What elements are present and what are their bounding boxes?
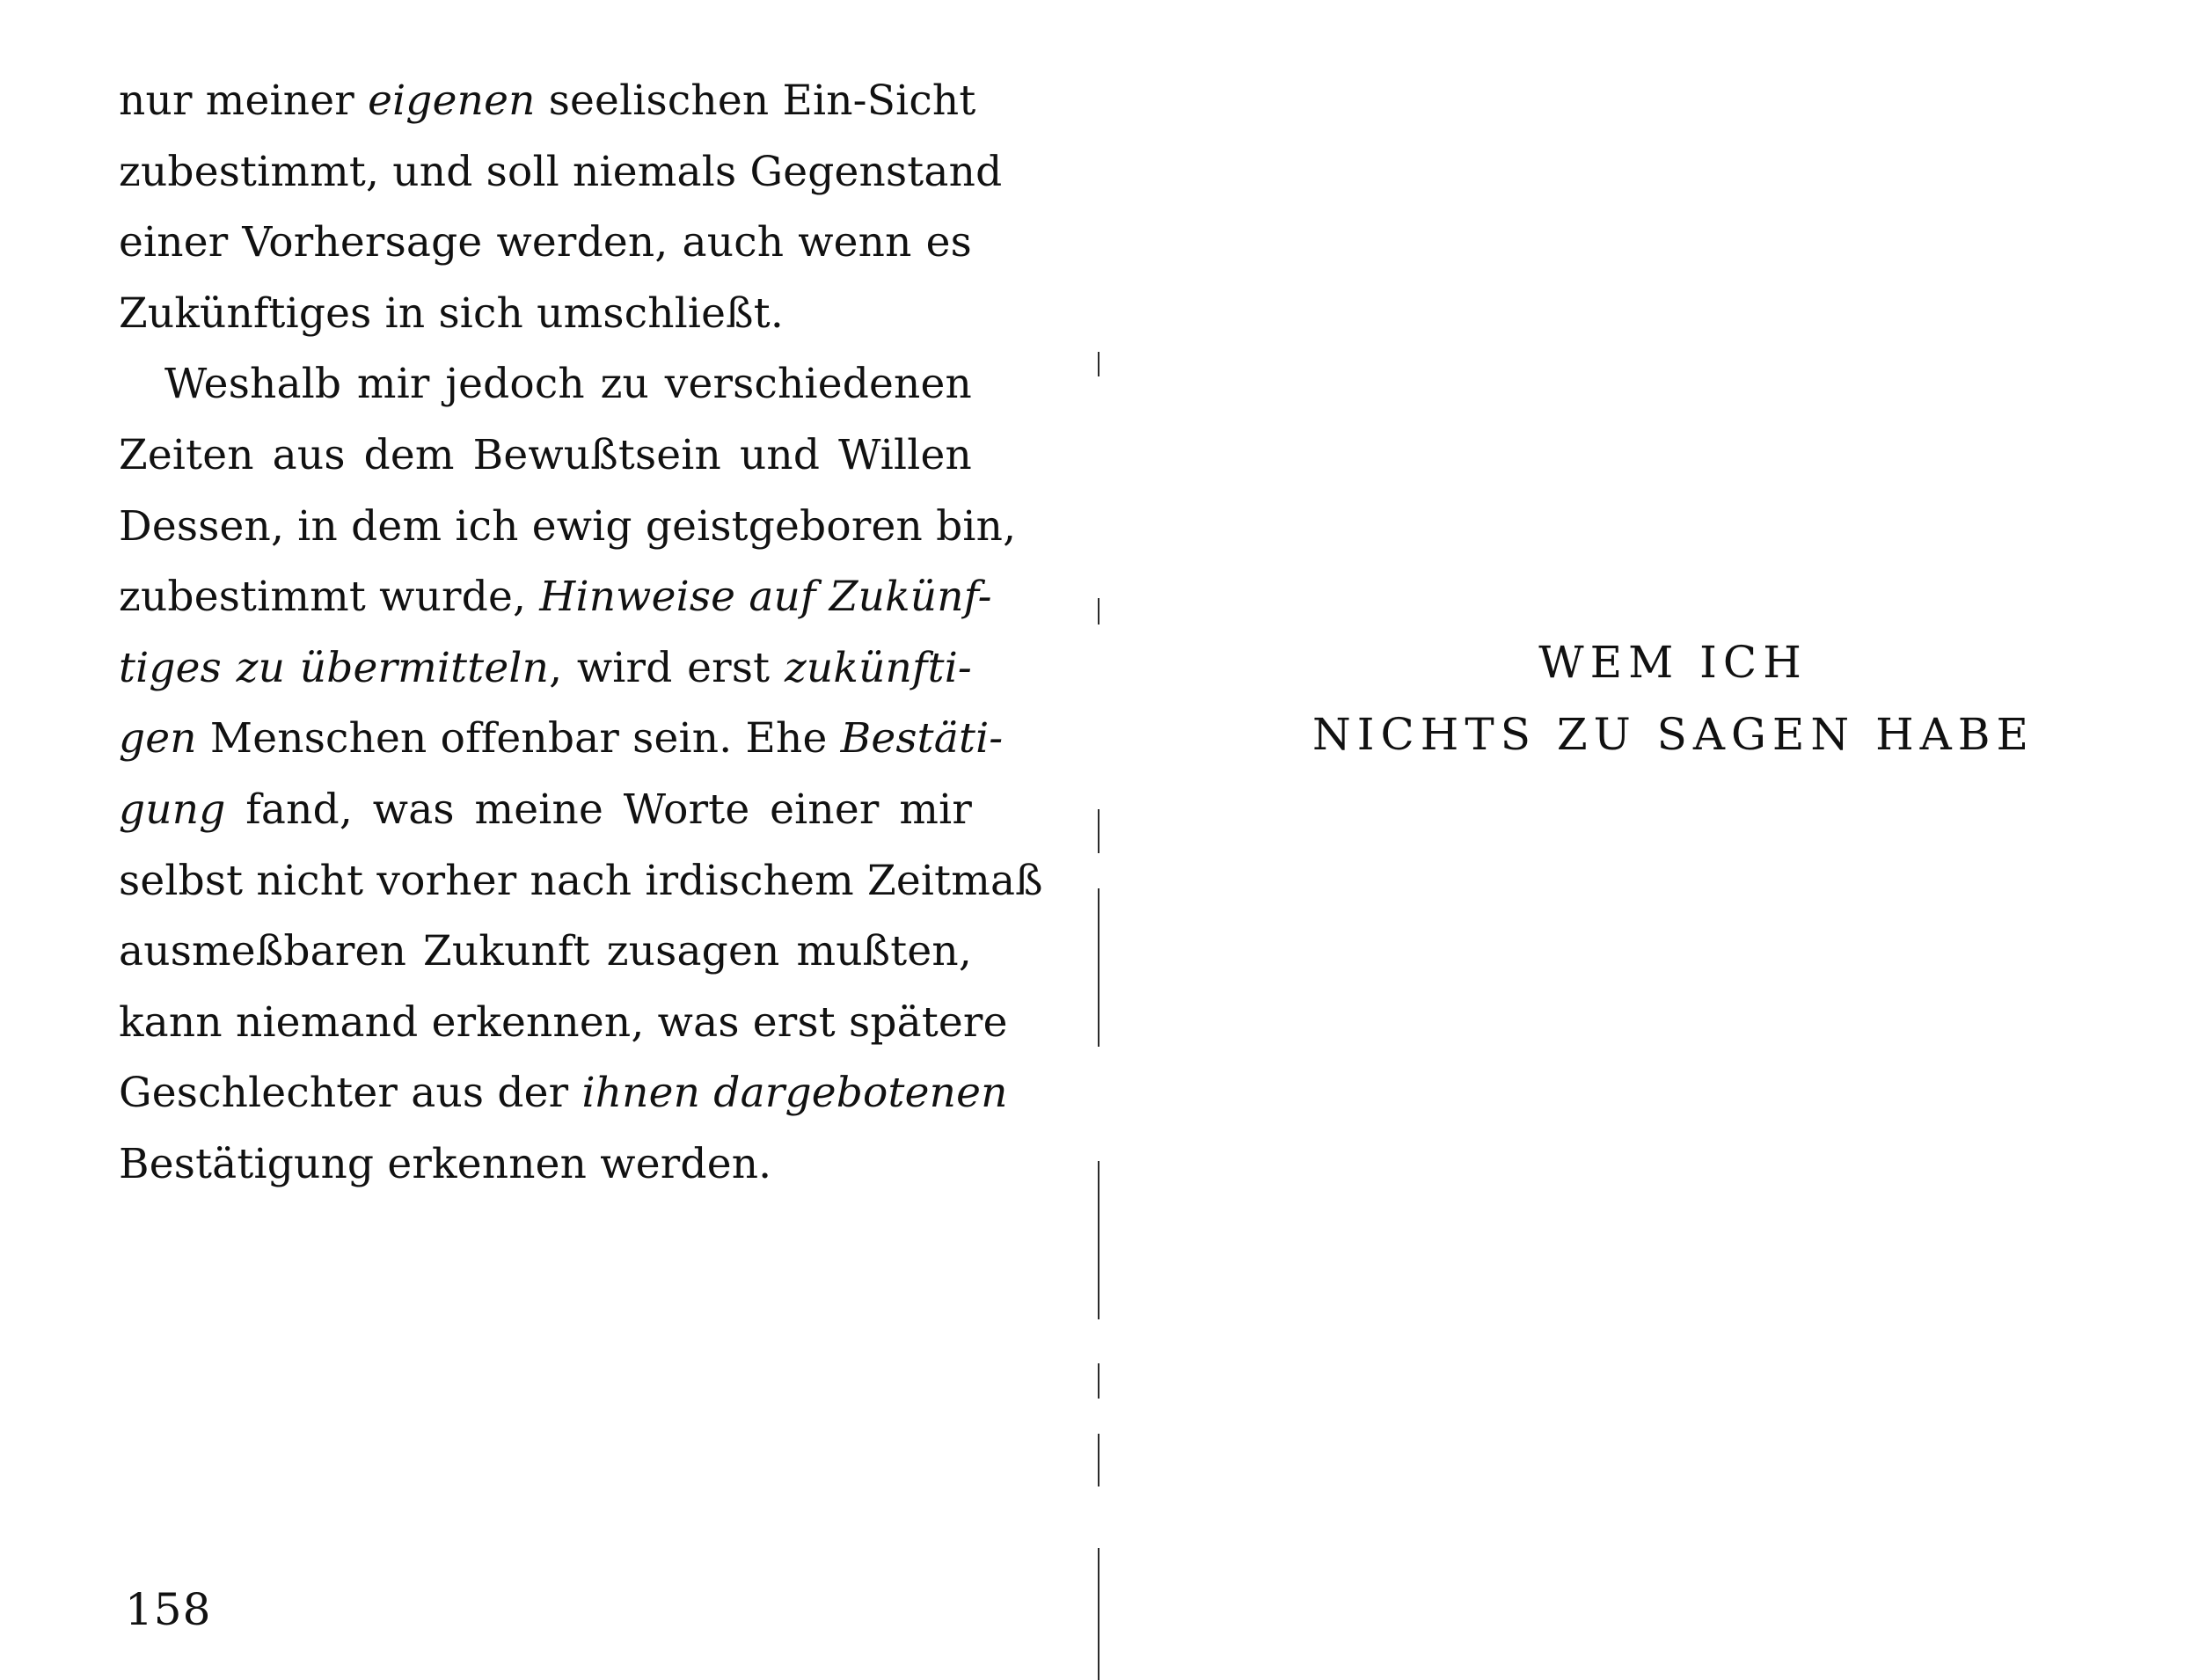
- left-page: [0, 0, 1095, 1680]
- italic-run: eigenen: [368, 77, 536, 125]
- text-line: [119, 988, 1008, 1059]
- text-line: [119, 492, 1017, 563]
- body-text: [119, 66, 1043, 1201]
- text-run: fand, was meine Worte einer mir: [225, 785, 972, 834]
- gutter-line: [1098, 352, 1100, 1680]
- italic-run: gen: [119, 714, 197, 763]
- italic-run: zukünfti-: [784, 643, 973, 692]
- text-run: , wird erst: [549, 643, 785, 692]
- text-line: [119, 775, 972, 846]
- text-line: [119, 704, 1004, 775]
- text-run: seelischen Ein-Sicht: [535, 77, 976, 125]
- text-run: kann niemand erkennen, was erst spätere: [119, 997, 1008, 1047]
- text-line: [119, 917, 972, 988]
- text-line: [119, 208, 972, 279]
- text-line: [119, 1129, 972, 1201]
- page-number: 158: [125, 1584, 212, 1635]
- text-line: [119, 349, 972, 420]
- text-run: ausmeßbaren Zukunft zusagen mußten,: [119, 927, 972, 976]
- text-run: Zukünftiges in sich umschließt.: [119, 289, 784, 338]
- heading-line-1: WEM ICH: [1538, 637, 1808, 688]
- text-line: [119, 633, 972, 705]
- text-run: Bestätigung erkennen werden.: [119, 1139, 772, 1188]
- text-line: [119, 279, 972, 350]
- text-run: Zeiten aus dem Bewußtsein und Willen: [119, 430, 972, 479]
- text-line: [119, 1058, 1008, 1129]
- italic-run: Hinweise auf Zukünf-: [539, 573, 992, 622]
- paragraph: [119, 349, 1043, 1200]
- italic-run: ihnen dargebotenen: [581, 1069, 1008, 1118]
- heading-line-2: NICHTS ZU SAGEN HABE: [1312, 709, 2035, 760]
- text-run: Menschen offenbar sein. Ehe: [196, 714, 841, 763]
- text-line: [119, 420, 972, 492]
- text-line: [119, 846, 1043, 917]
- right-page: [1101, 0, 2199, 1680]
- paragraph: [119, 66, 1003, 349]
- italic-run: gung: [119, 785, 226, 834]
- section-heading: [1312, 626, 2034, 771]
- text-run: Dessen, in dem ich ewig geistgeboren bin,: [119, 501, 1017, 551]
- italic-run: Bestäti-: [840, 714, 1004, 763]
- text-run: selbst nicht vorher nach irdischem Zeitmaß: [119, 856, 1043, 905]
- text-run: einer Vorhersage werden, auch wenn es: [119, 218, 972, 267]
- text-run: zubestimmt, und soll niemals Gegenstand: [119, 147, 1003, 196]
- text-run: nur meiner: [119, 77, 369, 125]
- text-line: [119, 562, 992, 633]
- text-line: [119, 66, 976, 137]
- text-run: Weshalb mir jedoch zu verschiedenen: [164, 360, 972, 409]
- italic-run: tiges zu übermitteln: [119, 643, 550, 692]
- text-run: Geschlechter aus der: [119, 1069, 582, 1118]
- text-line: [119, 137, 1003, 208]
- text-run: zubestimmt wurde,: [119, 573, 540, 622]
